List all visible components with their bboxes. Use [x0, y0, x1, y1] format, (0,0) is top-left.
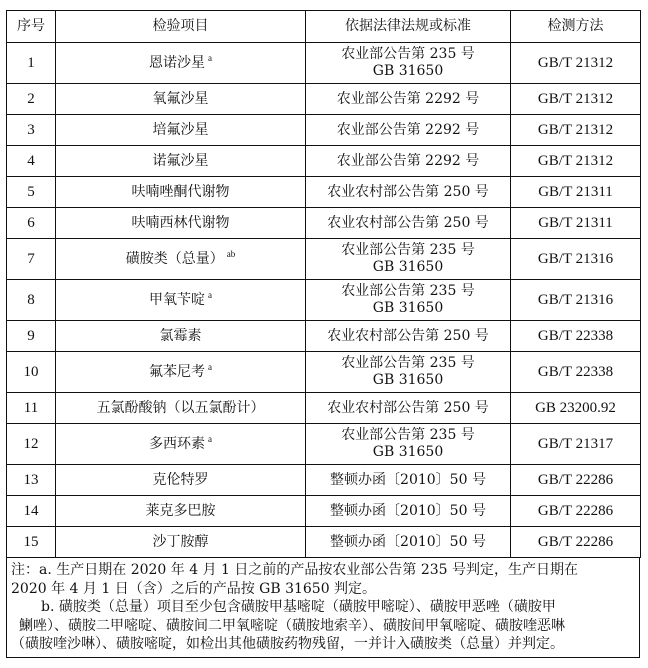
row-serial-number: 12: [7, 424, 56, 465]
row-test-method: GB/T 21311: [511, 208, 641, 239]
legal-basis-line: 农业部公告第 235 号: [341, 242, 475, 258]
item-name: 恩诺沙星: [149, 54, 205, 71]
legal-basis-line: GB 31650: [372, 259, 444, 275]
row-inspection-item: [56, 115, 306, 146]
row-inspection-item: [56, 465, 306, 496]
row-serial-number: 4: [7, 146, 56, 177]
row-serial-number: 7: [7, 239, 56, 280]
item-name: 呋喃唑酮代谢物: [131, 183, 230, 200]
row-test-method: GB/T 22338: [511, 352, 641, 393]
row-legal-basis: [306, 280, 511, 321]
row-serial-number: 1: [7, 43, 56, 84]
row-inspection-item: [56, 496, 306, 527]
table-row: [7, 146, 641, 177]
row-inspection-item: [56, 280, 306, 321]
note-b-line-2: 鯻唑）、磺胺二甲嘧啶、磺胺间二甲氧嘧啶（磺胺地索辛）、磺胺间甲氧嘧啶、磺胺喹恶啉: [19, 617, 565, 634]
row-legal-basis: [306, 465, 511, 496]
footnote-marker: ab: [226, 248, 236, 259]
row-inspection-item: [56, 208, 306, 239]
row-legal-basis: [306, 321, 511, 352]
note-b-line-3: （磺胺喹沙啉）、磺胺嘧啶，如检出其他磺胺药物残留，一并计入磺胺类（总量）并判定。: [11, 636, 564, 652]
legal-basis-line: 农业部公告第 2292 号: [336, 90, 480, 107]
legal-basis-line: 农业部公告第 235 号: [341, 46, 475, 62]
row-inspection-item: [56, 393, 306, 424]
row-inspection-item: [56, 84, 306, 115]
row-test-method: GB/T 22286: [511, 527, 641, 558]
table-row: [7, 465, 641, 496]
row-test-method: GB/T 22286: [511, 465, 641, 496]
row-serial-number: 2: [7, 84, 56, 115]
item-name: 培氟沙星: [152, 121, 209, 138]
header-legal-basis: 依据法律法规或标准: [306, 11, 511, 43]
row-serial-number: 11: [7, 393, 56, 424]
row-inspection-item: [56, 239, 306, 280]
table-row: [7, 84, 641, 115]
row-test-method: GB/T 21312: [511, 43, 641, 84]
item-name: 氟苯尼考: [149, 363, 205, 380]
row-inspection-item: [56, 146, 306, 177]
footnote-marker: a: [208, 433, 212, 444]
inspection-items-table: [6, 10, 641, 558]
legal-basis-line: 农业部公告第 235 号: [341, 283, 475, 299]
item-name: 磺胺类（总量）: [125, 250, 224, 267]
row-legal-basis: [306, 496, 511, 527]
footnote-marker: a: [208, 52, 212, 63]
legal-basis-line: 农业农村部公告第 250 号: [327, 183, 489, 200]
row-inspection-item: [56, 177, 306, 208]
table-notes: [6, 558, 640, 658]
table-row: [7, 424, 641, 465]
row-test-method: GB/T 21316: [511, 239, 641, 280]
row-test-method: GB/T 22286: [511, 496, 641, 527]
row-serial-number: 15: [7, 527, 56, 558]
legal-basis-line: 整顿办函〔2010〕50 号: [330, 533, 486, 550]
row-legal-basis: [306, 43, 511, 84]
item-name: 克伦特罗: [152, 471, 209, 488]
row-test-method: GB/T 21317: [511, 424, 641, 465]
row-serial-number: 13: [7, 465, 56, 496]
legal-basis-line: 农业农村部公告第 250 号: [327, 214, 489, 231]
note-a-line-1: 注：a. 生产日期在 2020 年 4 月 1 日之前的产品按农业部公告第 235 号判定，生产日期在: [11, 562, 579, 578]
item-name: 沙丁胺醇: [152, 533, 209, 550]
row-legal-basis: [306, 208, 511, 239]
row-test-method: GB/T 21316: [511, 280, 641, 321]
row-test-method: GB 23200.92: [511, 393, 641, 424]
item-name: 甲氧苄啶: [149, 291, 205, 308]
row-serial-number: 6: [7, 208, 56, 239]
row-test-method: GB/T 21312: [511, 146, 641, 177]
row-test-method: GB/T 22338: [511, 321, 641, 352]
row-inspection-item: [56, 352, 306, 393]
header-inspection-item: 检验项目: [56, 11, 306, 43]
legal-basis-line: GB 31650: [372, 444, 444, 460]
row-inspection-item: [56, 527, 306, 558]
row-legal-basis: [306, 424, 511, 465]
footnote-marker: a: [208, 361, 212, 372]
row-legal-basis: [306, 177, 511, 208]
table-row: [7, 115, 641, 146]
row-serial-number: 8: [7, 280, 56, 321]
row-legal-basis: [306, 352, 511, 393]
row-serial-number: 9: [7, 321, 56, 352]
row-test-method: GB/T 21311: [511, 177, 641, 208]
row-legal-basis: [306, 527, 511, 558]
table-row: [7, 239, 641, 280]
item-name: 氯霉素: [159, 327, 202, 344]
legal-basis-line: 整顿办函〔2010〕50 号: [330, 502, 486, 519]
table-row: [7, 321, 641, 352]
item-name: 多西环素: [149, 435, 205, 452]
row-legal-basis: [306, 146, 511, 177]
row-legal-basis: [306, 239, 511, 280]
item-name: 五氯酚酸钠（以五氯酚计）: [96, 399, 265, 416]
row-test-method: GB/T 21312: [511, 115, 641, 146]
legal-basis-line: 农业部公告第 2292 号: [336, 121, 480, 138]
table-row: [7, 208, 641, 239]
table-header-row: [7, 11, 641, 43]
row-legal-basis: [306, 115, 511, 146]
row-serial-number: 14: [7, 496, 56, 527]
table-row: [7, 177, 641, 208]
inspection-items-document: [6, 10, 640, 658]
row-serial-number: 5: [7, 177, 56, 208]
item-name: 诺氟沙星: [152, 152, 209, 169]
table-row: [7, 393, 641, 424]
legal-basis-line: 农业部公告第 235 号: [341, 355, 475, 371]
legal-basis-line: GB 31650: [372, 300, 444, 316]
item-name: 氧氟沙星: [152, 90, 209, 107]
table-row: [7, 496, 641, 527]
item-name: 呋喃西林代谢物: [131, 214, 230, 231]
legal-basis-line: 农业部公告第 235 号: [341, 427, 475, 443]
row-serial-number: 10: [7, 352, 56, 393]
row-legal-basis: [306, 84, 511, 115]
header-serial-number: 序号: [7, 11, 56, 43]
row-serial-number: 3: [7, 115, 56, 146]
table-row: [7, 352, 641, 393]
legal-basis-line: 农业农村部公告第 250 号: [327, 327, 489, 344]
row-inspection-item: [56, 424, 306, 465]
note-b-line-1: b. 磺胺类（总量）项目至少包含磺胺甲基嘧啶（磺胺甲嘧啶）、磺胺甲恶唑（磺胺甲: [41, 599, 556, 615]
legal-basis-line: 农业部公告第 2292 号: [336, 152, 480, 169]
legal-basis-line: 整顿办函〔2010〕50 号: [330, 471, 486, 488]
footnote-marker: a: [208, 289, 212, 300]
header-test-method: 检测方法: [511, 11, 641, 43]
row-legal-basis: [306, 393, 511, 424]
table-row: [7, 527, 641, 558]
legal-basis-line: GB 31650: [372, 372, 444, 388]
table-row: [7, 280, 641, 321]
row-test-method: GB/T 21312: [511, 84, 641, 115]
note-a-line-2: 2020 年 4 月 1 日（含）之后的产品按 GB 31650 判定。: [11, 580, 377, 597]
legal-basis-line: 农业农村部公告第 250 号: [327, 399, 489, 416]
row-inspection-item: [56, 321, 306, 352]
item-name: 莱克多巴胺: [145, 502, 216, 519]
row-inspection-item: [56, 43, 306, 84]
legal-basis-line: GB 31650: [372, 63, 444, 79]
table-row: [7, 43, 641, 84]
